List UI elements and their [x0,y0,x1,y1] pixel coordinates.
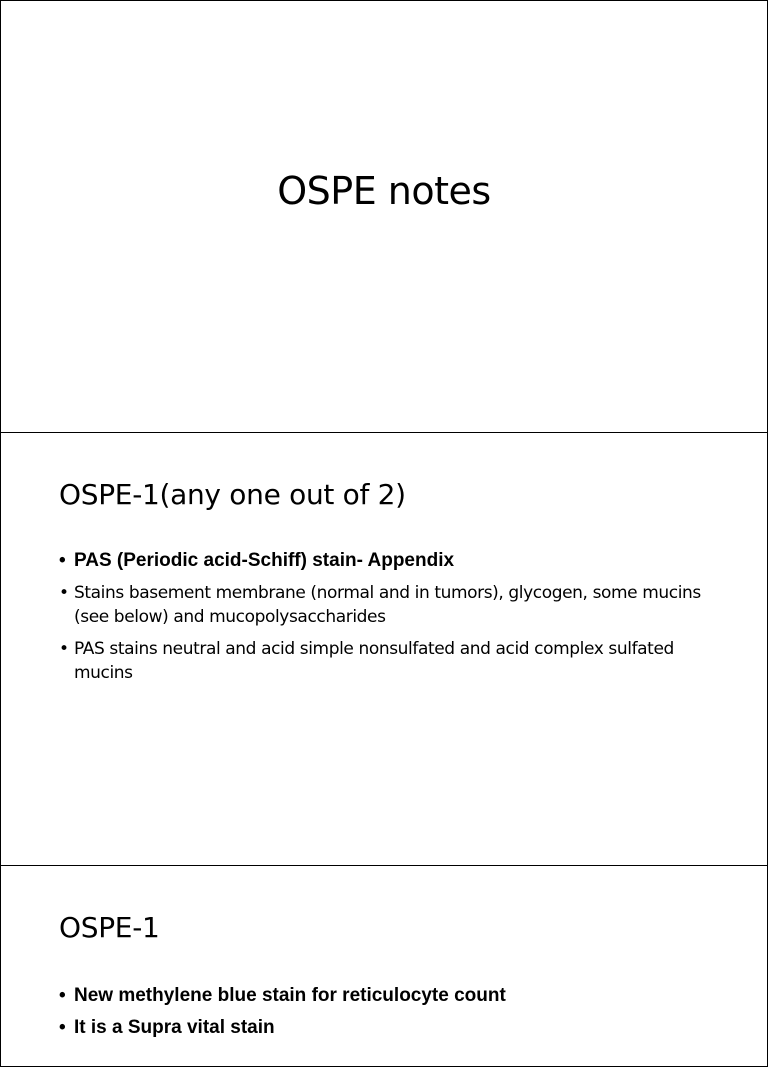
slide-heading: OSPE-1 [59,911,160,944]
slide-pas-stain [0,432,768,866]
bullet-list [59,984,719,1048]
slide-title [0,0,768,434]
bullet-item: • PAS (Periodic acid-Schiff) stain- Appendix [59,549,719,573]
bullet-item: • PAS stains neutral and acid simple nonsulfated and acid complex sulfated mucins [59,637,719,685]
bullet-list [59,549,719,693]
bullet-item: • New methylene blue stain for reticulocyte count [59,984,719,1008]
slide-heading: OSPE-1(any one out of 2) [59,478,406,511]
slide-title-text: OSPE notes [277,169,491,213]
bullet-item: • Stains basement membrane (normal and in tumors), glycogen, some mucins (see below) and mucopolysaccharides [59,581,719,629]
slide-methylene-blue [0,865,768,1067]
bullet-item: • It is a Supra vital stain [59,1016,719,1040]
